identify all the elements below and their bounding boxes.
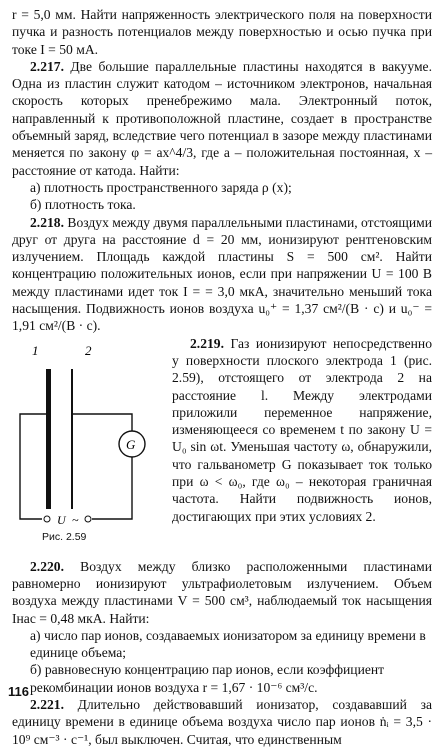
problem-number: 2.221.: [30, 697, 64, 713]
problem-number: 2.218.: [30, 214, 64, 230]
electrode-1-label: 1: [32, 342, 39, 358]
problem-2-221: [12, 696, 432, 748]
problem-text: Длительно действовавший ионизатор, создававший за единицу времени в единице объема воздуха число пар ионов ṅᵢ = 3,5 · 10⁹ см⁻³ · с⁻¹, был выключен. Считая, что единственным: [12, 697, 432, 747]
problem-2-220-item-a: а) число пар ионов, создаваемых ионизатором за единицу времени в единице объема;: [30, 627, 426, 661]
figure-caption: Рис. 2.59: [42, 530, 87, 543]
galvanometer-label: G: [126, 436, 136, 452]
figure-block: [12, 335, 432, 558]
problem-text: Воздух между близко расположенными пластинами равномерно ионизируют ультрафиолетовым излучением. Объем воздуха между пластинами V = 500 см³, наблюдаемый ток насыщения Iнас = 0,48 мкА. Найти:: [12, 558, 432, 626]
problem-text: Газ ионизируют непосредственно у поверхности плоского электрода 1 (рис. 2.59), отстоящего от электрода 2 на расстояние l. Между электродами приложили переменное напряжение, изменяющееся со временем t по закону U = U₀ sin ωt. Уменьшая частоту ω, обнаружили, что гальванометр G показывает ток только при ω < ω₀, где ω₀ – некоторая граничная частота. Найти подвижность ионов, достигающих при этих условиях 2.: [172, 335, 432, 524]
problem-2-220: [12, 558, 432, 627]
terminal-left: [44, 516, 50, 522]
intro-paragraph: r = 5,0 мм. Найти напряженность электрического поля на поверхности пучка и разность потенциалов между поверхностью и осью пучка при токе I = 50 мА.: [12, 7, 432, 57]
problem-number: 2.217.: [30, 58, 64, 74]
problem-2-219: [172, 335, 432, 525]
page-content: [12, 6, 432, 748]
problem-2-217-item-b: б) плотность тока.: [30, 197, 136, 213]
terminal-right: [85, 516, 91, 522]
problem-2-218: [12, 214, 432, 335]
problem-2-217-item-a: а) плотность пространственного заряда ρ (x);: [30, 179, 292, 195]
circuit-wire: [20, 414, 132, 519]
electrode-2-label: 2: [85, 342, 92, 358]
problem-2-217: [12, 58, 432, 179]
problem-number: 2.220.: [30, 558, 64, 574]
problem-number: 2.219.: [190, 335, 224, 351]
problem-2-220-item-b: б) равновесную концентрацию пар ионов, если коэффициент рекомбинации ионов воздуха r = 1,67 · 10⁻⁶ см³/с.: [30, 662, 385, 695]
page-number: 116: [8, 684, 29, 699]
voltage-label: U: [57, 512, 66, 527]
circuit-figure: [12, 339, 164, 549]
svg-text:~: ~: [72, 512, 79, 527]
problem-text: Воздух между двумя параллельными пластинами, отстоящими друг от друга на расстояние d = 20 мм, ионизируют рентгеновским излучением. Площадь каждой пластины S = 500 см². Найти концентрацию положительных ионов, если при напряжении U = 100 В между пластинами идет ток I = = 3,0 мкА, значительно меньший тока насыщения. Подвижность ионов воздуха u₀⁺ = 1,37 см²/(В · с) и u₀⁻ = 1,91 см²/(В · с).: [12, 214, 432, 334]
problem-text: Две большие параллельные пластины находятся в вакууме. Одна из пластин служит катодом – источником электронов, начальная скорость которых пренебрежимо мала. Электронный поток, направленный к противоположной пластине, создает в пространстве объемный заряд, вследствие чего потенциал в зазоре между пластинами меняется по закону φ = ax^4/3, где a – положительная постоянная, x – расстояние от катода. Найти:: [12, 58, 432, 178]
electrode-1: [46, 369, 51, 509]
